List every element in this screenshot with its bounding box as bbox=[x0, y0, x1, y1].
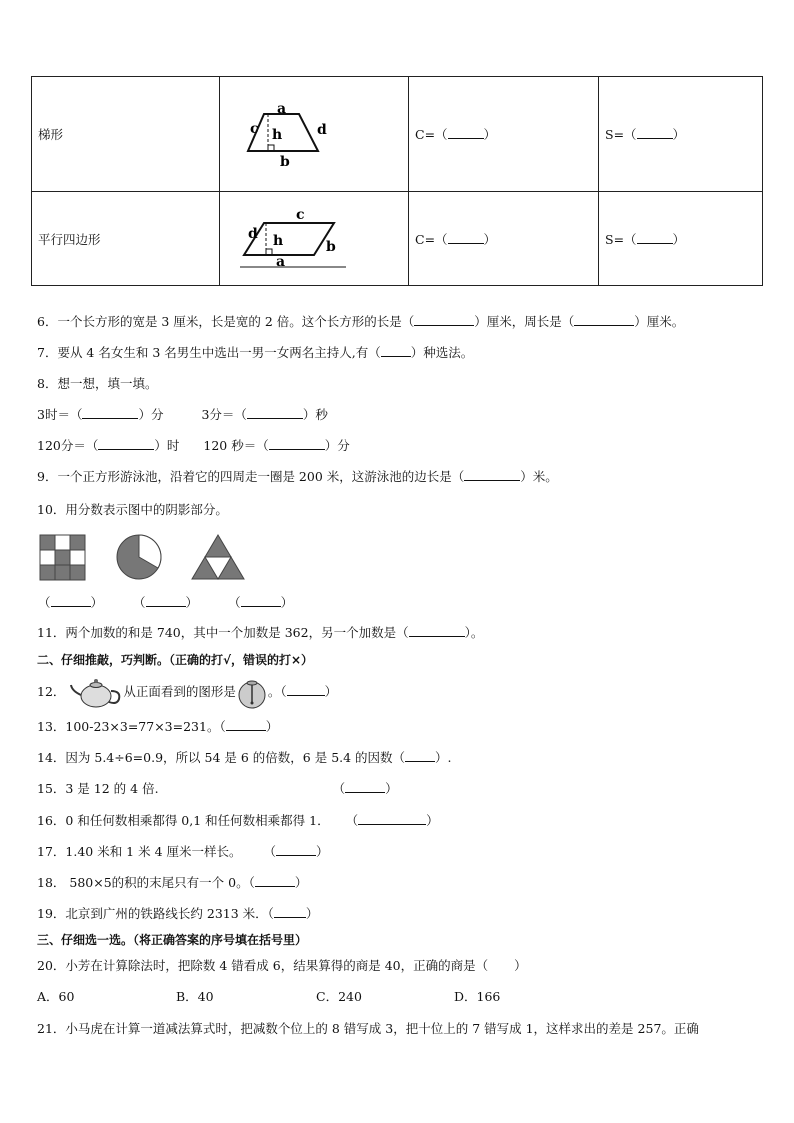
answer-blank[interactable] bbox=[146, 594, 186, 607]
question-13 bbox=[37, 718, 278, 736]
question-6 bbox=[37, 313, 684, 331]
question-text: 14．因为 5.4÷6=0.9，所以 54 是 6 的倍数，6 是 5.4 的因数（ bbox=[37, 750, 406, 765]
question-text: 19．北京到广州的铁路线长约 2313 米．（ bbox=[37, 906, 274, 921]
shaded-triangle-figure bbox=[192, 535, 244, 579]
question-text: ）种选法。 bbox=[410, 345, 474, 360]
close-paren: ） bbox=[265, 719, 279, 734]
shape-name-cell: 平行四边形 bbox=[32, 192, 220, 286]
area-cell bbox=[599, 77, 763, 192]
question-8-title: 8．想一想，填一填。 bbox=[37, 376, 158, 391]
answer-blank[interactable] bbox=[98, 437, 154, 450]
question-text: ）。 bbox=[464, 625, 484, 640]
question-10: 10．用分数表示图中的阴影部分。 bbox=[37, 502, 228, 517]
question-text: 120分＝（ bbox=[37, 438, 99, 453]
question-20 bbox=[37, 957, 527, 975]
answer-blank[interactable] bbox=[247, 406, 303, 419]
close-paren: ） bbox=[305, 906, 319, 921]
question-18 bbox=[37, 874, 307, 892]
open-paren: （ bbox=[38, 595, 51, 610]
question-16 bbox=[37, 812, 439, 830]
question-9 bbox=[37, 468, 558, 486]
trapezoid-label-bottom: b bbox=[280, 154, 290, 169]
answer-blank[interactable] bbox=[255, 874, 295, 887]
close-paren: ） bbox=[280, 595, 294, 610]
answer-blank[interactable] bbox=[287, 683, 325, 696]
question-text: 9．一个正方形游泳池，沿着它的四周走一圈是 200 米，这游泳池的边长是（ bbox=[37, 469, 465, 484]
table-row bbox=[32, 77, 763, 192]
answer-blank[interactable] bbox=[464, 468, 520, 481]
question-text: 13．100-23×3=77×3=231。（ bbox=[37, 719, 226, 734]
trapezoid-figure bbox=[234, 99, 344, 169]
question-8-row-2 bbox=[37, 437, 350, 455]
question-text: 从正面看到的图形是 bbox=[123, 684, 236, 699]
answer-blank[interactable] bbox=[269, 437, 325, 450]
area-label: S=（ bbox=[605, 231, 637, 247]
question-12 bbox=[37, 675, 337, 709]
perimeter-label: C=（ bbox=[415, 231, 448, 247]
answer-blank[interactable] bbox=[274, 905, 306, 918]
question-text: 3分＝（ bbox=[201, 407, 247, 422]
answer-blank[interactable] bbox=[345, 780, 385, 793]
question-number: 12． bbox=[37, 684, 66, 699]
question-text: 。（ bbox=[267, 684, 287, 699]
answer-blank[interactable] bbox=[405, 749, 435, 762]
parallelogram-label-right: b bbox=[326, 238, 336, 255]
shaded-grid-figure bbox=[40, 535, 85, 580]
parallelogram-figure bbox=[234, 205, 349, 273]
open-paren: （ bbox=[332, 781, 346, 796]
question-text: ）分 bbox=[138, 407, 164, 422]
answer-blank[interactable] bbox=[574, 313, 634, 326]
shape-formula-table bbox=[31, 76, 763, 286]
shape-name-cell: 梯形 bbox=[32, 77, 220, 192]
close-paren: ） bbox=[483, 127, 497, 142]
option-a[interactable]: A．60 bbox=[37, 989, 75, 1004]
shape-figure-cell bbox=[220, 192, 409, 286]
question-10-answers bbox=[38, 594, 293, 612]
question-text: 17．1.40 米和 1 米 4 厘米一样长。 bbox=[37, 844, 242, 859]
question-14 bbox=[37, 749, 452, 767]
question-8-row-1 bbox=[37, 406, 328, 424]
question-19 bbox=[37, 905, 318, 923]
question-text: ）时 bbox=[154, 438, 180, 453]
answer-blank[interactable] bbox=[414, 313, 474, 326]
question-text: 20．小芳在计算除法时，把除数 4 错看成 6，结果算得的商是 40，正确的商是（ bbox=[37, 958, 489, 973]
answer-blank[interactable] bbox=[226, 718, 266, 731]
close-paren: ） bbox=[316, 844, 329, 859]
perimeter-cell bbox=[409, 192, 599, 286]
answer-blank[interactable] bbox=[51, 594, 91, 607]
question-text: ）秒 bbox=[302, 407, 328, 422]
open-paren: （ bbox=[263, 844, 277, 859]
parallelogram-label-top: c bbox=[296, 206, 305, 223]
option-c[interactable]: C．240 bbox=[316, 989, 362, 1004]
question-text: 18． 580×5的积的末尾只有一个 0。（ bbox=[37, 875, 255, 890]
answer-blank[interactable] bbox=[241, 594, 281, 607]
answer-blank[interactable] bbox=[358, 812, 426, 825]
close-paren: ） bbox=[514, 958, 527, 973]
trapezoid-label-left: c bbox=[250, 121, 259, 137]
option-d[interactable]: D．166 bbox=[454, 989, 501, 1004]
close-paren: ） bbox=[672, 127, 686, 142]
question-11 bbox=[37, 624, 483, 642]
parallelogram-label-left: d bbox=[248, 225, 258, 242]
teapot-front-view-icon bbox=[236, 677, 268, 709]
question-17 bbox=[37, 843, 329, 861]
question-text: ）. bbox=[435, 750, 452, 765]
close-paren: ） bbox=[90, 595, 104, 610]
shape-figure-cell bbox=[220, 77, 409, 192]
answer-blank[interactable] bbox=[409, 624, 465, 637]
answer-blank[interactable] bbox=[381, 344, 411, 357]
area-blank[interactable] bbox=[637, 231, 673, 244]
question-text: ）厘米。 bbox=[634, 314, 685, 329]
question-text: 15．3 是 12 的 4 倍. bbox=[37, 781, 159, 796]
question-text: 11．两个加数的和是 740，其中一个加数是 362，另一个加数是（ bbox=[37, 625, 409, 640]
close-paren: ） bbox=[324, 684, 338, 699]
close-paren: ） bbox=[294, 875, 308, 890]
perimeter-cell bbox=[409, 77, 599, 192]
question-text: ）分 bbox=[324, 438, 350, 453]
area-cell bbox=[599, 192, 763, 286]
close-paren: ） bbox=[672, 231, 686, 247]
trapezoid-label-top: a bbox=[277, 101, 287, 117]
table-row bbox=[32, 192, 763, 286]
close-paren: ） bbox=[483, 231, 497, 247]
question-text: ）米。 bbox=[520, 469, 558, 484]
open-paren: （ bbox=[133, 595, 146, 610]
question-20-options bbox=[37, 988, 514, 1006]
perimeter-label: C=（ bbox=[415, 127, 448, 142]
parallelogram-label-height: h bbox=[273, 232, 284, 249]
question-text: 120 秒＝（ bbox=[203, 438, 269, 453]
question-7 bbox=[37, 344, 473, 362]
close-paren: ） bbox=[185, 595, 199, 610]
shaded-circle-figure bbox=[117, 535, 161, 579]
close-paren: ） bbox=[385, 781, 398, 796]
question-21: 21．小马虎在计算一道减法算式时，把减数个位上的 8 错写成 3，把十位上的 7 错写成 1，这样求出的差是 257。正确 bbox=[37, 1021, 699, 1036]
question-text: ）厘米，周长是（ bbox=[474, 314, 575, 329]
question-text: 16．0 和任何数相乘都得 0,1 和任何数相乘都得 1． bbox=[37, 813, 330, 828]
shaded-figures bbox=[38, 533, 258, 583]
parallelogram-label-bottom: a bbox=[276, 253, 286, 270]
trapezoid-label-height: h bbox=[272, 127, 283, 143]
perimeter-blank[interactable] bbox=[448, 126, 484, 139]
question-text: 6．一个长方形的宽是 3 厘米，长是宽的 2 倍。这个长方形的长是（ bbox=[37, 314, 415, 329]
question-15 bbox=[37, 780, 398, 798]
question-text: 7．要从 4 名女生和 3 名男生中选出一男一女两名主持人,有（ bbox=[37, 345, 381, 360]
close-paren: ） bbox=[426, 813, 439, 828]
area-blank[interactable] bbox=[637, 126, 673, 139]
section-3-heading: 三、仔细选一选。（将正确答案的序号填在括号里） bbox=[37, 933, 308, 947]
answer-blank[interactable] bbox=[82, 406, 138, 419]
trapezoid-label-right: d bbox=[317, 122, 327, 138]
section-2-heading: 二、仔细推敲，巧判断。（正确的打√，错误的打×） bbox=[37, 653, 314, 667]
question-text: 3时＝（ bbox=[37, 407, 83, 422]
option-b[interactable]: B．40 bbox=[176, 989, 214, 1004]
perimeter-blank[interactable] bbox=[448, 231, 484, 244]
answer-blank[interactable] bbox=[276, 843, 316, 856]
teapot-icon bbox=[69, 677, 123, 709]
area-label: S=（ bbox=[605, 127, 637, 142]
open-paren: （ bbox=[345, 813, 359, 828]
open-paren: （ bbox=[228, 595, 241, 610]
